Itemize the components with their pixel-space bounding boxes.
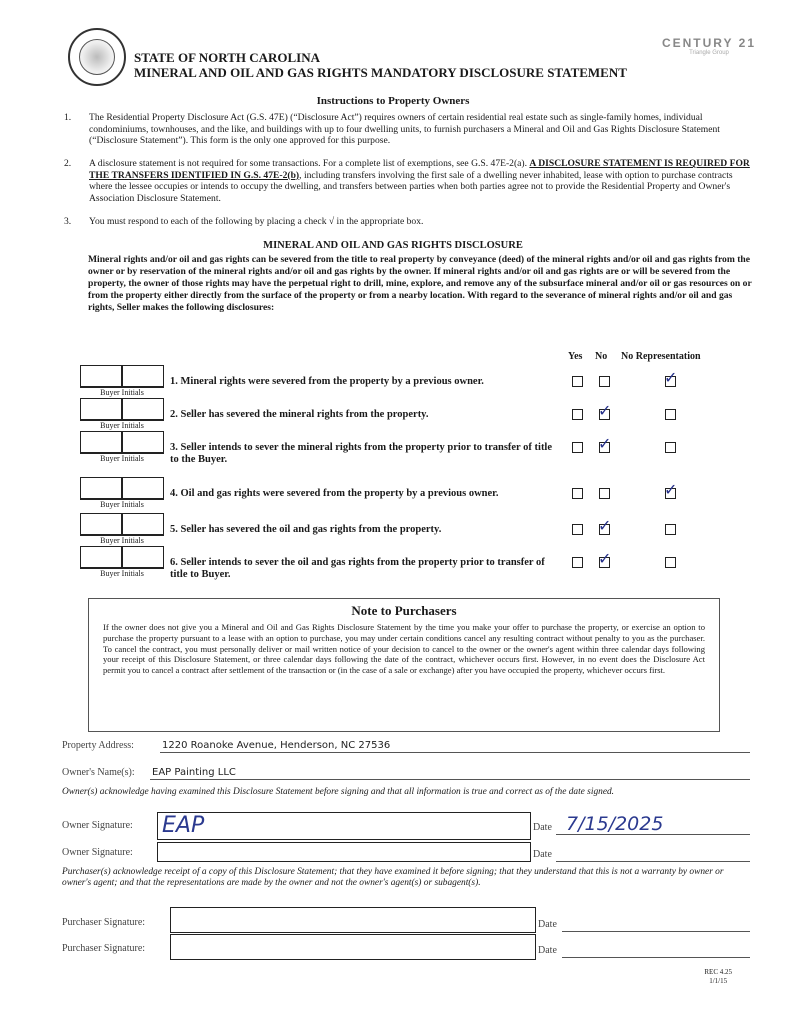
initial-box[interactable] <box>122 477 164 499</box>
buyer-initials-label: Buyer Initials <box>80 535 164 545</box>
owner-acknowledgment: Owner(s) acknowledge having examined this Disclosure Statement before signing and that all information is true and correct as of the date signed. <box>62 787 615 797</box>
checkbox-yes-5[interactable] <box>572 524 583 535</box>
buyer-initials-5[interactable] <box>80 513 164 545</box>
instruction-item-3: 3. You must respond to each of the following by placing a check √ in the appropriate box. <box>64 216 424 227</box>
col-no: No <box>595 351 608 362</box>
note-body: If the owner does not give you a Mineral and Oil and Gas Rights Disclosure Statement by the time you make your offer to purchase the property, or exercise an option to purchase the property pursuant to a lease with an option to purchase, you may under certain conditions cancel any resulting contract without penalty to you as the purchaser. To cancel the contract, you must personally deliver or mail written notice of your decision to cancel to the owner or the owner's agent within three calendar days following your receipt of this Disclosure Statement, or three calendar days following the date of the contract, whichever occurs first. However, in no event does the Disclosure Act permit you to cancel a contract after settlement of the transaction or (in the case of a sale or exchange) after you have occupied the property, whichever occurs first. <box>103 622 705 676</box>
checkbox-no-1[interactable] <box>599 376 610 387</box>
owner-date-value[interactable]: 7/15/2025 <box>566 813 664 835</box>
state-name: STATE OF NORTH CAROLINA <box>134 50 321 65</box>
question-5: 5. Seller has severed the oil and gas rights from the property. <box>170 524 442 535</box>
purchaser-date-label-2: Date <box>538 945 557 956</box>
buyer-initials-label: Buyer Initials <box>80 499 164 509</box>
note-to-purchasers <box>88 598 720 732</box>
col-no-representation: No Representation <box>621 351 701 362</box>
checkbox-yes-1[interactable] <box>572 376 583 387</box>
initial-box[interactable] <box>80 546 122 568</box>
checkbox-norep-6[interactable] <box>665 557 676 568</box>
col-yes: Yes <box>568 351 583 362</box>
instructions-heading: Instructions to Property Owners <box>316 95 470 107</box>
buyer-initials-2[interactable] <box>80 398 164 430</box>
buyer-initials-1[interactable] <box>80 365 164 397</box>
buyer-initials-label: Buyer Initials <box>80 387 164 397</box>
purchaser-signature-label-1: Purchaser Signature: <box>62 917 146 928</box>
question-3: 3. Seller intends to sever the mineral rights from the property prior to transfer of title to the Buyer. <box>170 442 553 465</box>
address-label: Property Address: <box>62 740 134 751</box>
initial-box[interactable] <box>80 365 122 387</box>
check-mark-icon: ✓ <box>664 368 678 387</box>
address-value[interactable]: 1220 Roanoke Avenue, Henderson, NC 27536 <box>162 740 391 751</box>
checkbox-no-4[interactable] <box>599 488 610 499</box>
initial-box[interactable] <box>80 477 122 499</box>
owner-signature-field-2[interactable] <box>157 842 531 862</box>
checkbox-norep-2[interactable] <box>665 409 676 420</box>
initial-box[interactable] <box>80 513 122 535</box>
checkbox-norep-5[interactable] <box>665 524 676 535</box>
question-4: 4. Oil and gas rights were severed from the property by a previous owner. <box>170 488 499 499</box>
initial-box[interactable] <box>122 398 164 420</box>
owner-date-label-1: Date <box>533 822 552 833</box>
form-title: MINERAL AND OIL AND GAS RIGHTS MANDATORY DISCLOSURE STATEMENT <box>134 65 627 80</box>
owners-value[interactable]: EAP Painting LLC <box>152 767 236 778</box>
checkbox-yes-2[interactable] <box>572 409 583 420</box>
brand-logo <box>662 36 756 56</box>
check-mark-icon: ✓ <box>664 480 678 499</box>
purchaser-acknowledgment: Purchaser(s) acknowledge receipt of a copy of this Disclosure Statement; that they have examined it before signing; that they understand that this is not a warranty by owner or owner's agent; and that the representations are made by the owner and not the owner's agent(s) or subagent(s). <box>62 867 724 888</box>
purchaser-signature-label-2: Purchaser Signature: <box>62 943 146 954</box>
checkbox-yes-4[interactable] <box>572 488 583 499</box>
buyer-initials-label: Buyer Initials <box>80 453 164 463</box>
initial-box[interactable] <box>122 431 164 453</box>
buyer-initials-4[interactable] <box>80 477 164 509</box>
nc-state-seal <box>68 28 126 86</box>
disclosure-intro: Mineral rights and/or oil and gas rights can be severed from the title to real property by conveyance (deed) of the mineral rights and/or oil and gas rights from the owner or by reservation of the mineral rights and/or oil and gas rights by the owner. If mineral rights and/or oil and gas rights are or will be severed from the property, the owner of those rights may have the perpetual right to drill, mine, explore, and remove any of the subsurface mineral and/or oil or gas resources on or from the property either directly from the surface of the property or from a nearby location. With regard to the severance of mineral rights and/or oil and gas rights, Seller makes the following disclosures: <box>88 254 752 313</box>
instruction-item-2: 2. A disclosure statement is not required for some transactions. For a complete list of exemptions, see G.S. 47E-2(a). A DISCLOSURE STATEMENT IS REQUIRED FOR THE TRANSFERS IDENTIFIED IN G.S. 47E-2(b), including transfers involving the first sale of a dwelling never inhabited, lease with option to purchase contracts where the lessee occupies or intends to occupy the dwelling, and transfers between parties when both parties agree not to provide the Residential Property and Owner's Association Disclosure Statement. <box>64 158 750 204</box>
instruction-item-1: 1. The Residential Property Disclosure Act (G.S. 47E) (“Disclosure Act”) requires owners of certain residential real estate such as single-family homes, individual condominiums, townhouses, and the like, and buildings with up to four dwelling units, to furnish purchasers a Mineral and Oil and Gas Rights Disclosure Statement (“Disclosure Statement”). This form is the only one approved for this purpose. <box>64 112 720 147</box>
initial-box[interactable] <box>122 513 164 535</box>
check-mark-icon: ✓ <box>598 549 612 568</box>
form-code: REC 4.25 1/1/15 <box>704 968 732 985</box>
checkbox-yes-6[interactable] <box>572 557 583 568</box>
check-mark-icon: ✓ <box>598 434 612 453</box>
form-title-block <box>134 50 627 80</box>
purchaser-signature-field-2[interactable] <box>170 934 536 960</box>
question-1: 1. Mineral rights were severed from the property by a previous owner. <box>170 376 484 387</box>
buyer-initials-label: Buyer Initials <box>80 420 164 430</box>
purchaser-signature-field-1[interactable] <box>170 907 536 933</box>
initial-box[interactable] <box>80 398 122 420</box>
owner-signature-value: EAP <box>162 813 205 838</box>
initial-box[interactable] <box>122 365 164 387</box>
buyer-initials-6[interactable] <box>80 546 164 578</box>
buyer-initials-3[interactable] <box>80 431 164 463</box>
buyer-initials-label: Buyer Initials <box>80 568 164 578</box>
owner-signature-label-1: Owner Signature: <box>62 820 133 831</box>
check-mark-icon: ✓ <box>598 516 612 535</box>
note-title: Note to Purchasers <box>351 603 457 618</box>
question-2: 2. Seller has severed the mineral rights from the property. <box>170 409 429 420</box>
brand-name: CENTURY 21 <box>661 36 756 50</box>
owner-date-label-2: Date <box>533 849 552 860</box>
check-mark-icon: ✓ <box>598 401 612 420</box>
owner-signature-field-1[interactable] <box>157 812 531 840</box>
owners-label: Owner's Name(s): <box>62 767 135 778</box>
initial-box[interactable] <box>122 546 164 568</box>
disclosure-heading: MINERAL AND OIL AND GAS RIGHTS DISCLOSURE <box>263 240 523 251</box>
initial-box[interactable] <box>80 431 122 453</box>
checkbox-norep-3[interactable] <box>665 442 676 453</box>
question-6: 6. Seller intends to sever the oil and gas rights from the property prior to transfer of title to Buyer. <box>170 557 545 580</box>
brand-sub: Triangle Group <box>689 50 729 56</box>
checkbox-yes-3[interactable] <box>572 442 583 453</box>
purchaser-date-label-1: Date <box>538 919 557 930</box>
owner-signature-label-2: Owner Signature: <box>62 847 133 858</box>
